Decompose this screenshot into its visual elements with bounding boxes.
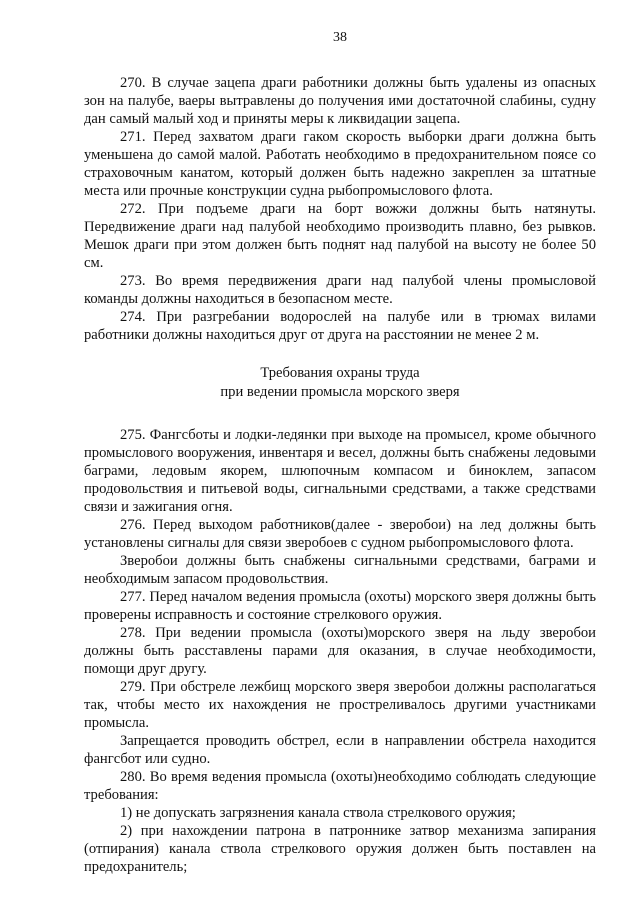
- paragraph-279: 279. При обстреле лежбищ морского зверя зверобои должны располагаться так, чтобы место их нахождения не простреливалось другими участниками промысла.: [84, 679, 596, 731]
- paragraph-274: 274. При разгребании водорослей на палубе или в трюмах вилами работники должны находиться друг от друга на расстоянии не менее 2 м.: [84, 309, 596, 343]
- section-heading-line-1: Требования охраны труда: [260, 365, 420, 381]
- paragraph-276-continuation: Зверобои должны быть снабжены сигнальными средствами, баграми и необходимым запасом продовольствия.: [84, 553, 596, 587]
- list-item-2: 2) при нахождении патрона в патроннике затвор механизма запирания (отпирания) канала ствола стрелкового оружия должен быть поставлен на предохранитель;: [84, 823, 596, 875]
- paragraph-279-continuation: Запрещается проводить обстрел, если в направлении обстрела находится фангсбот или судно.: [84, 733, 596, 767]
- section-heading-line-2: при ведении промысла морского зверя: [220, 384, 460, 400]
- paragraph-275: 275. Фангсботы и лодки-ледянки при выходе на промысел, кроме обычного промыслового вооружения, инвентаря и весел, должны быть снабжены ледовыми баграми, ледовым якорем, шлюпочным компасом и биноклем, запасом продовольствия и питьевой воды, сигнальными средствами, а также средствами связи и зажигания огня.: [84, 427, 596, 515]
- section-heading: [84, 364, 596, 402]
- paragraph-277: 277. Перед началом ведения промысла (охоты) морского зверя должны быть проверены исправность и состояние стрелкового оружия.: [84, 589, 596, 623]
- paragraph-276: 276. Перед выходом работников(далее - зверобои) на лед должны быть установлены сигналы для связи зверобоев с судном рыбопромыслового флота.: [84, 517, 596, 551]
- paragraph-273: 273. Во время передвижения драги над палубой члены промысловой команды должны находиться в безопасном месте.: [84, 273, 596, 307]
- list-item-1: 1) не допускать загрязнения канала ствола стрелкового оружия;: [120, 805, 516, 821]
- paragraph-280: 280. Во время ведения промысла (охоты)необходимо соблюдать следующие требования:: [84, 769, 596, 803]
- paragraph-270: 270. В случае зацепа драги работники должны быть удалены из опасных зон на палубе, ваеры вытравлены до получения ими достаточной слабины, судну дан самый малый ход и приняты меры к ликвидации зацепа.: [84, 75, 596, 127]
- page-number: 38: [333, 30, 347, 45]
- paragraphs-before-section: [84, 74, 596, 344]
- paragraph-272: 272. При подъеме драги на борт вожжи должны быть натянуты. Передвижение драги над палубой необходимо производить плавно, без рывков. Мешок драги при этом должен быть поднят над палубой на высоту не более 50 см.: [84, 201, 596, 271]
- paragraph-278: 278. При ведении промысла (охоты)морского зверя на льду зверобои должны быть расставлены парами для оказания, в случае необходимости, помощи друг другу.: [84, 625, 596, 677]
- paragraphs-after-section: [84, 426, 596, 876]
- paragraph-271: 271. Перед захватом драги гаком скорость выборки драги должна быть уменьшена до самой малой. Работать необходимо в предохранительном поясе со страховочным канатом, который должен быть надежно закреплен за штатные места или прочные конструкции судна рыбопромыслового флота.: [84, 129, 596, 199]
